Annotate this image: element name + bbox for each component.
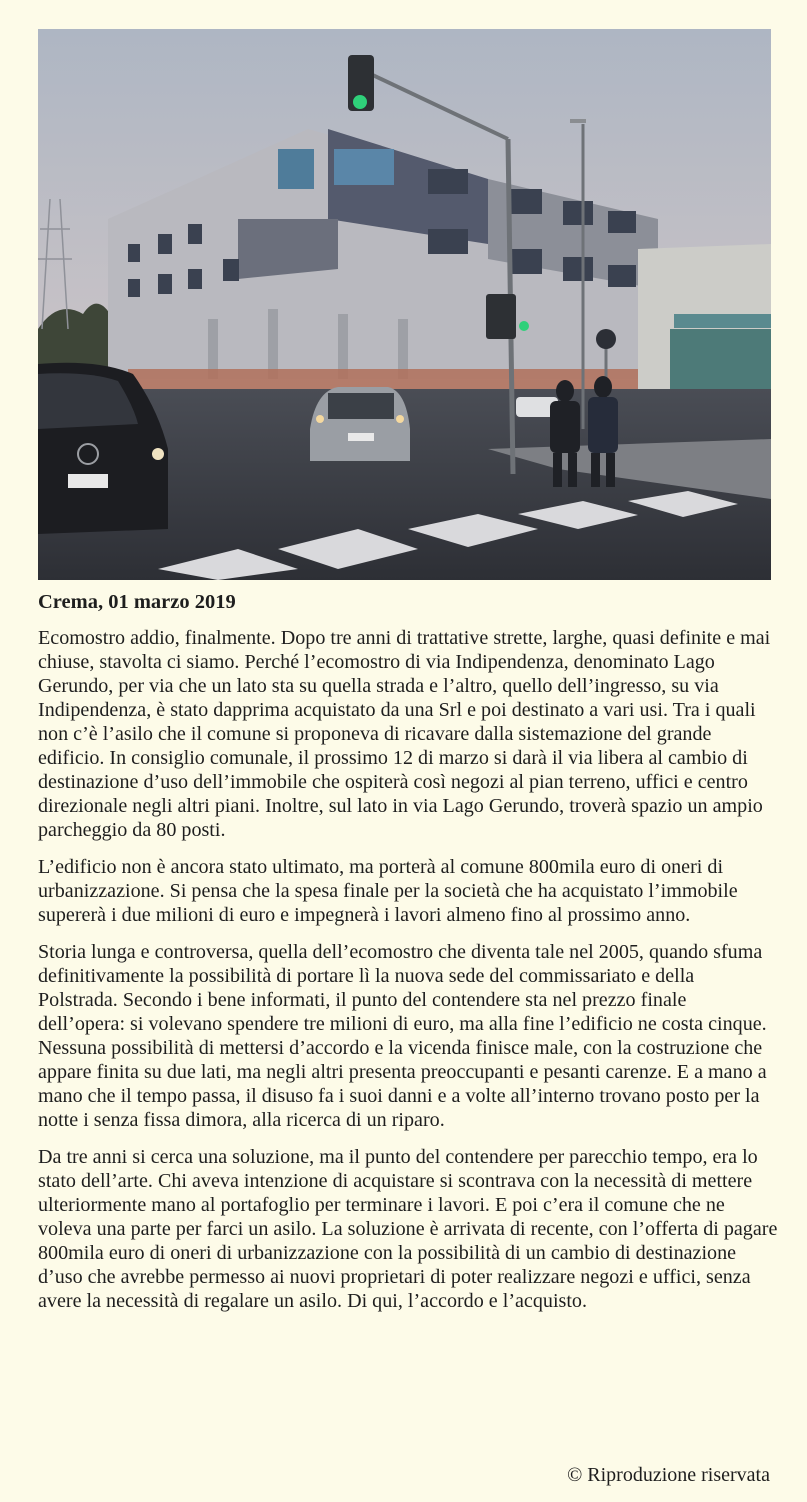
article-paragraph: L’edificio non è ancora stato ultimato, ma porterà al comune 800mila euro di oneri di urbanizzazione. Si pensa che la spesa finale per la società che ha acquistato l’immobile supererà i due milioni di euro e impegnerà i lavori almeno fino al prossimo anno. [38, 856, 738, 926]
copyright-notice: © Riproduzione riservata [567, 1464, 770, 1486]
article-paragraph: Storia lunga e controversa, quella dell’ecomostro che diventa tale nel 2005, quando sfuma definitivamente la possibilità di portare lì la nuova sede del commissariato e della Polstrada. Secondo i bene informati, il punto del contendere sta nel prezzo finale dell’opera: si volevano spendere tre milioni di euro, ma alla fine l’edificio ne costa cinque. Nessuna possibilità di mettersi d’accordo e la vicenda finisce male, con la costruzione che appare finita su due lati, ma negli altri presenta preoccupanti e pesanti carenze. E a mano a mano che il tempo passa, il disuso fa i suoi danni e a volte all’interno trovano posto per la notte i senza fissa dimora, alla ricerca di un riparo. [38, 941, 767, 1131]
article-dateline: Crema, 01 marzo 2019 [38, 591, 236, 613]
article-photo [38, 29, 771, 580]
article-body [38, 626, 778, 1326]
article-paragraph: Da tre anni si cerca una soluzione, ma il punto del contendere per parecchio tempo, era lo stato dell’arte. Chi aveva intenzione di acquistare si scontrava con la necessità di mettere ulteriormente mano al portafoglio per terminare i lavori. E poi c’era il comune che ne voleva una parte per farci un asilo. La soluzione è arrivata di recente, con l’offerta di pagare 800mila euro di oneri di urbanizzazione con la possibilità di un cambio di destinazione d’uso che avrebbe permesso ai nuovi proprietari di poter realizzare negozi e uffici, senza avere la necessità di regalare un asilo. Di qui, l’accordo e l’acquisto. [38, 1146, 778, 1312]
article-paragraph: Ecomostro addio, finalmente. Dopo tre anni di trattative strette, larghe, quasi definite e mai chiuse, stavolta ci siamo. Perché l’ecomostro di via Indipendenza, denominato Lago Gerundo, per via che un lato sta su quella strada e l’altro, quello dell’ingresso, su via Indipendenza, è stato dapprima acquistato da una Srl e poi destinato a vari usi. Tra i quali non c’è l’asilo che il comune si proponeva di ricavare dalla sistemazione del grande edificio. In consiglio comunale, il prossimo 12 di marzo si darà il via libera al cambio di destinazione d’uso dell’immobile che ospiterà così negozi al pian terreno, uffici e centro direzionale negli altri piani. Inoltre, sul lato in via Lago Gerundo, troverà spazio un ampio parcheggio da 80 posti. [38, 627, 771, 841]
